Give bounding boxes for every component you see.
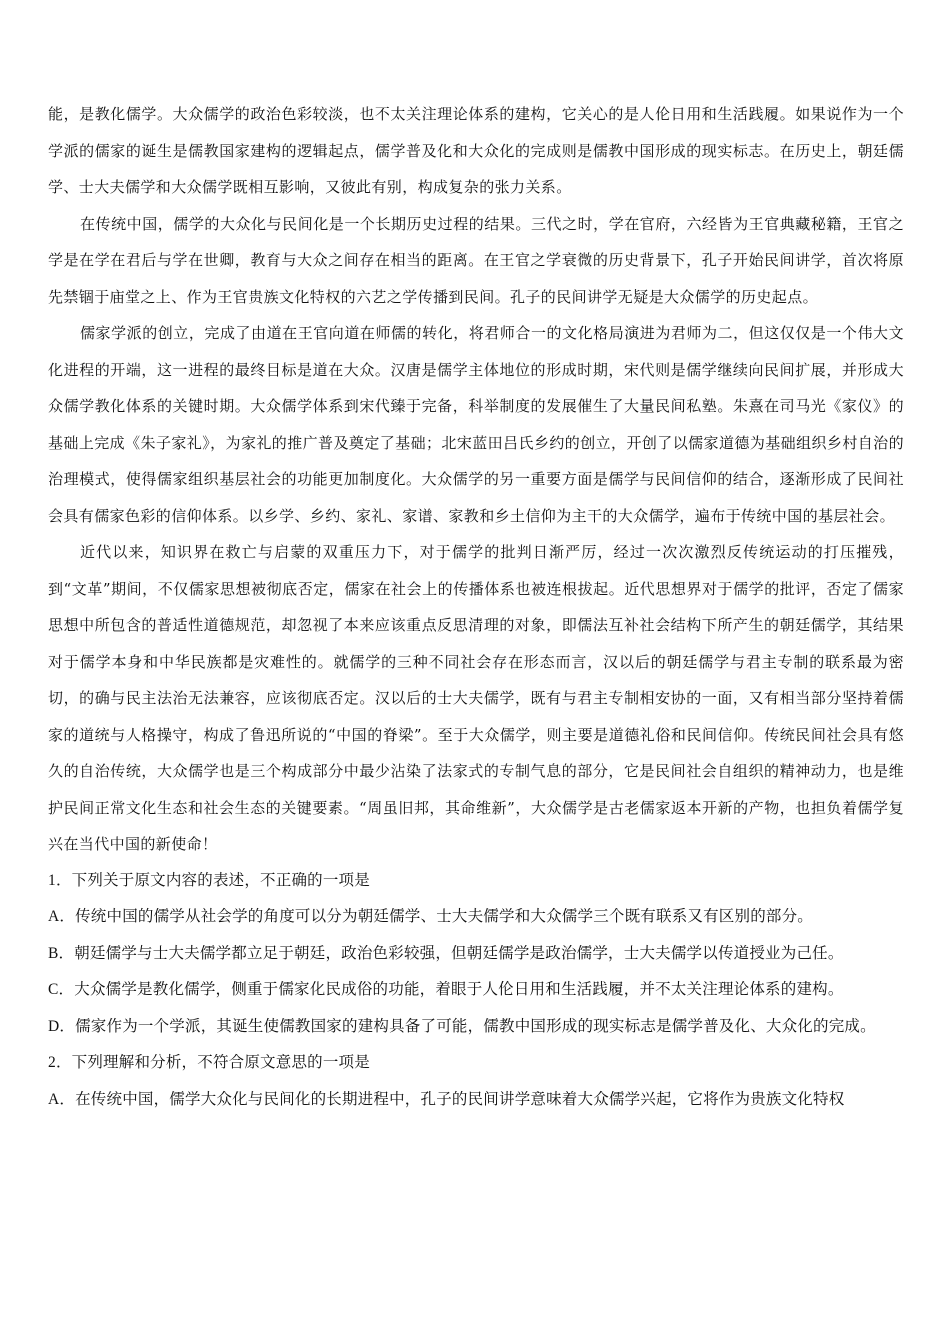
question-2-option-a: A．在传统中国，儒学大众化与民间化的长期进程中，孔子的民间讲学意味着大众儒学兴起，它将作为贵族文化特权	[48, 1090, 845, 1108]
question-1-option-b: B．朝廷儒学与士大夫儒学都立足于朝廷，政治色彩较强，但朝廷儒学是政治儒学，士大夫儒学以传道授业为己任。	[48, 944, 844, 962]
question-2-stem: 2．下列理解和分析，不符合原文意思的一项是	[48, 1054, 370, 1071]
question-1-stem: 1．下列关于原文内容的表述，不正确的一项是	[48, 871, 370, 889]
passage-paragraph-1: 能，是教化儒学。大众儒学的政治色彩较淡，也不太关注理论体系的建构，它关心的是人伦日用和生活践履。如果说作为一个学派的儒家的诞生是儒教国家建构的逻辑起点，儒学普及化和大众化的完成则是儒教中国形成的现实标志。在历史上，朝廷儒学、士大夫儒学和大众儒学既相互影响，又彼此有别，构成复杂的张力关系。	[48, 105, 904, 196]
question-1-option-a: A．传统中国的儒学从社会学的角度可以分为朝廷儒学、士大夫儒学和大众儒学三个既有联系又有区别的部分。	[48, 908, 813, 925]
passage-paragraph-3: 儒家学派的创立，完成了由道在王官向道在师儒的转化，将君师合一的文化格局演进为君师为二，但这仅仅是一个伟大文化进程的开端，这一进程的最终目标是道在大众。汉唐是儒学主体地位的形成时期，宋代则是儒学继续向民间扩展，并形成大众儒学教化体系的关键时期。大众儒学体系到宋代臻于完备，科举制度的发展催生了大量民间私塾。朱熹在司马光《家仪》的基础上完成《朱子家礼》，为家礼的推广普及奠定了基础；北宋蓝田吕氏乡约的创立，开创了以儒家道德为基础组织乡村自治的治理模式，使得儒家组织基层社会的功能更加制度化。大众儒学的另一重要方面是儒学与民间信仰的结合，逐渐形成了民间社会具有儒家色彩的信仰体系。以乡学、乡约、家礼、家谱、家教和乡土信仰为主干的大众儒学，遍布于传统中国的基层社会。	[48, 324, 904, 525]
question-2	[48, 1045, 904, 1118]
question-1	[48, 863, 904, 1046]
passage-paragraph-4: 近代以来，知识界在救亡与启蒙的双重压力下，对于儒学的批判日渐严厉，经过一次次激烈反传统运动的打压摧残，到“文革”期间，不仅儒家思想被彻底否定，儒家在社会上的传播体系也被连根拔起。近代思想界对于儒学的批评，否定了儒家思想中所包含的普适性道德规范，却忽视了本来应该重点反思清理的对象，即儒法互补社会结构下所产生的朝廷儒学，其结果对于儒学本身和中华民族都是灾难性的。就儒学的三种不同社会存在形态而言，汉以后的朝廷儒学与君主专制的联系最为密切，的确与民主法治无法兼容，应该彻底否定。汉以后的士大夫儒学，既有与君主专制相安协的一面，又有相当部分坚持着儒家的道统与人格操守，构成了鲁迅所说的“中国的脊梁”。至于大众儒学，则主要是道德礼俗和民间信仰。传统民间社会具有悠久的自治传统，大众儒学也是三个构成部分中最少沾染了法家式的专制气息的部分，它是民间社会自组织的精神动力，也是维护民间正常文化生态和社会生态的关键要素。“周虽旧邦，其命维新”，大众儒学是古老儒家返本开新的产物，也担负着儒学复兴在当代中国的新使命！	[48, 543, 904, 853]
question-1-option-d: D．儒家作为一个学派，其诞生使儒教国家的建构具备了可能，儒教中国形成的现实标志是儒学普及化、大众化的完成。	[48, 1017, 876, 1035]
passage-paragraph-2: 在传统中国，儒学的大众化与民间化是一个长期历史过程的结果。三代之时，学在官府，六经皆为王官典藏秘籍，王官之学是在学在君后与学在世卿，教育与大众之间存在相当的距离。在王官之学衰微的历史背景下，孔子开始民间讲学，首次将原先禁锢于庙堂之上、作为王官贵族文化特权的六艺之学传播到民间。孔子的民间讲学无疑是大众儒学的历史起点。	[48, 214, 904, 306]
document-page	[48, 96, 904, 1118]
question-1-option-c: C．大众儒学是教化儒学，侧重于儒家化民成俗的功能，着眼于人伦日用和生活践履，并不太关注理论体系的建构。	[48, 981, 844, 998]
